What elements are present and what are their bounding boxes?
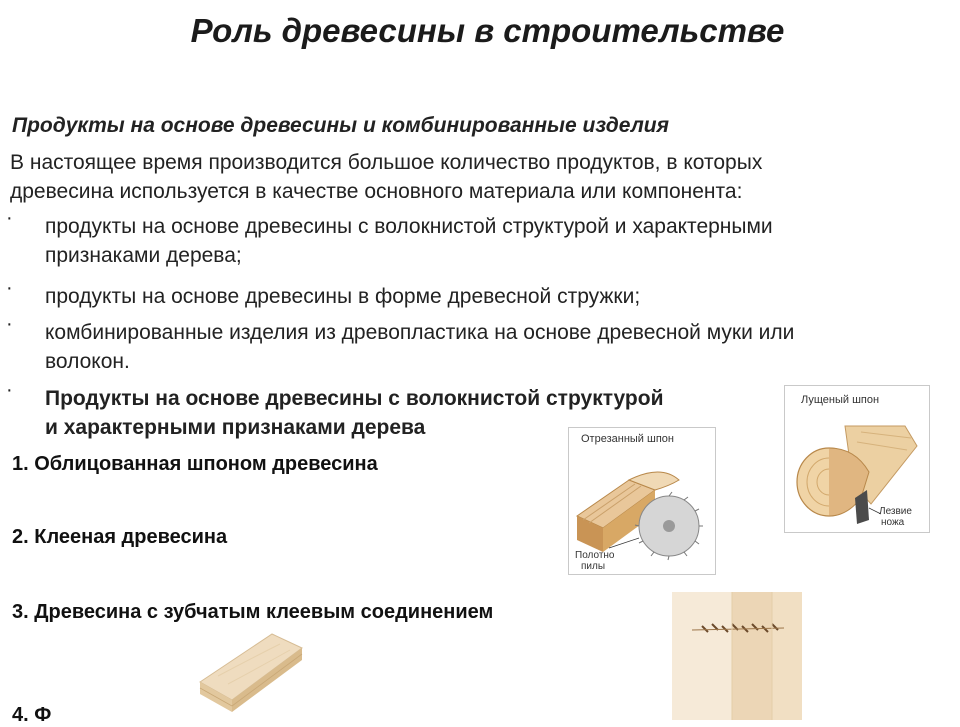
numbered-item: 2. Клееная древесина (12, 526, 228, 548)
cut-veneer-figure (568, 427, 716, 575)
bullet-line: продукты на основе древесины с волокнистой структурой и характерными (45, 215, 773, 238)
bullet-marker: · (6, 313, 13, 335)
numbered-item: 4. Ф (12, 704, 52, 726)
finger-joint-image (672, 592, 802, 720)
section-subtitle: Продукты на основе древесины и комбинированные изделия (12, 114, 669, 137)
figure-callout: Полотно пилы (575, 550, 615, 572)
numbered-item: 3. Древесина с зубчатым клеевым соединением (12, 601, 494, 623)
bullet-line: продукты на основе древесины в форме древесной стружки; (45, 285, 641, 308)
peeled-veneer-figure (784, 385, 930, 533)
plywood-image (198, 630, 304, 720)
plywood-illustration (198, 630, 304, 720)
intro-paragraph (10, 148, 910, 206)
figure-title: Отрезанный шпон (581, 433, 674, 445)
bullet-line: Продукты на основе древесины с волокнистой структурой (45, 387, 664, 410)
page-title: Роль древесины в строительстве (190, 12, 785, 49)
bullet-marker: · (6, 207, 13, 229)
bullet-marker: · (6, 277, 13, 299)
intro-line: древесина используется в качестве основного материала или компонента: (10, 180, 743, 203)
bullet-line: признаками дерева; (45, 244, 242, 267)
bullet-line: волокон. (45, 350, 130, 373)
intro-line: В настоящее время производится большое количество продуктов, в которых (10, 151, 763, 174)
bullet-line: и характерными признаками дерева (45, 416, 426, 439)
numbered-item: 1. Облицованная шпоном древесина (12, 453, 378, 475)
bullet-line: комбинированные изделия из древопластика на основе древесной муки или (45, 321, 795, 344)
bullet-marker: · (6, 379, 13, 401)
figure-title: Лущеный шпон (801, 394, 880, 406)
finger-joint-illustration (672, 592, 802, 720)
figure-callout: Лезвие ножа (879, 506, 912, 528)
